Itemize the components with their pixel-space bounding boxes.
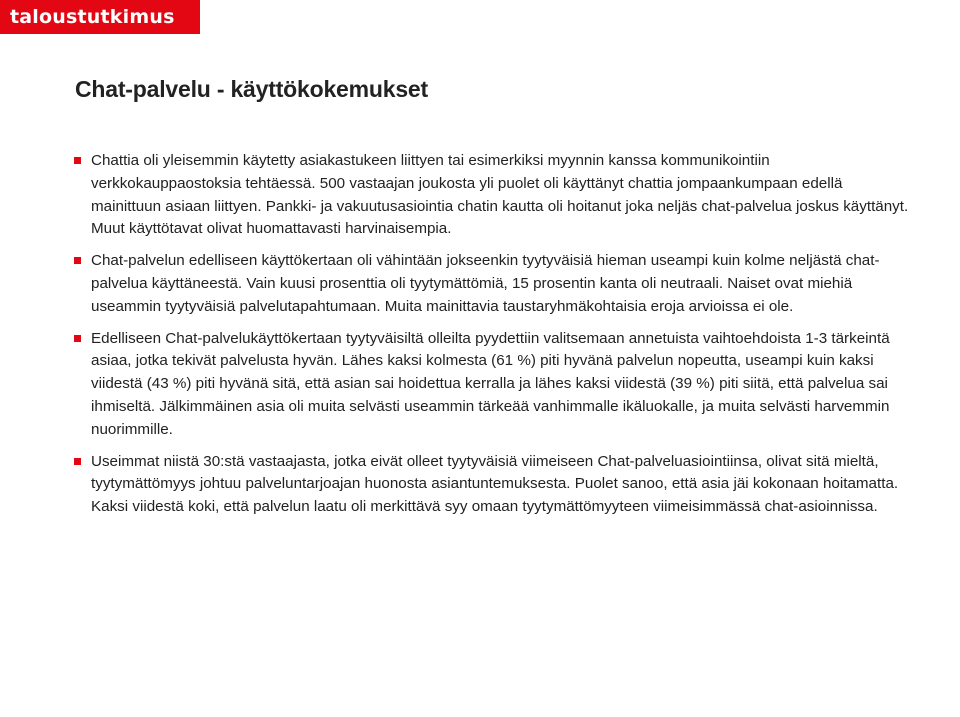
bullet-item (91, 250, 911, 318)
red-square-bullet-icon (74, 157, 81, 164)
bullet-text: Useimmat niistä 30:stä vastaajasta, jotka eivät olleet tyytyväisiä viimeiseen Chat-palveluasiointiinsa, olivat sitä mieltä, tyytymättömyys johtuu palveluntarjoajan huonosta asiantuntemuksesta. Puolet sanoo, että asia jäi kokonaan hoitamatta. Kaksi viidestä koki, että palvelun laatu oli merkittävä syy omaan tyytymättömyyteen viimeisimmässä chat-asioinnissa. (91, 452, 899, 516)
bullet-text: Chat-palvelun edelliseen käyttökertaan oli vähintään jokseenkin tyytyväisiä hieman useampi kuin kolme neljästä chat-palvelua käyttäneestä. Vain kuusi prosenttia oli tyytymättömiä, 15 prosentin kanta oli neutraali. Naiset ovat miehiä useammin tyytyväisiä palvelutapahtumaan. Muita mainittavia taustaryhmäkohtaisia eroja arvioissa ei ole. (91, 252, 880, 315)
bullet-item (91, 150, 911, 241)
red-square-bullet-icon (74, 335, 81, 342)
slide-title: Chat-palvelu - käyttökokemukset (75, 76, 428, 102)
bullet-item (91, 328, 911, 442)
red-square-bullet-icon (74, 458, 81, 465)
bullet-text: Edelliseen Chat-palvelukäyttökertaan tyytyväisiltä olleilta pyydettiin valitsemaan annetuista vaihtoehdoista 1-3 tärkeintä asiaa, jotka tekivät palvelusta hyvän. Lähes kaksi kolmesta (61 %) piti hyvänä palvelun nopeutta, useampi kuin kaksi viidestä (43 %) piti hyvänä sitä, että asian sai hoidettua kerralla ja lähes kaksi viidestä (39 %) piti siitä, että palvelua sai ihmiseltä. Jälkimmäinen asia oli muita selvästi useammin tärkeää vanhimmalle ikäluokalle, ja muita selvästi harvemmin nuorimmille. (91, 329, 890, 438)
bullet-text: Chattia oli yleisemmin käytetty asiakastukeen liittyen tai esimerkiksi myynnin kanssa kommunikointiin verkkokauppaostoksia tehtäessä. 500 vastaajan joukosta yli puolet oli käyttänyt chattia jompaankumpaan edellä mainittuun asiaan liittyen. Pankki- ja vakuutusasiointia chatin kautta oli hoitanut joka neljäs chat-palvelua joskus käyttänyt. Muut käyttötavat olivat huomattavasti harvinaisempia. (91, 152, 909, 238)
bullet-item (91, 451, 911, 519)
bullet-list (91, 150, 911, 528)
red-square-bullet-icon (74, 257, 81, 264)
company-logo: taloustutkimus oy (0, 0, 200, 34)
